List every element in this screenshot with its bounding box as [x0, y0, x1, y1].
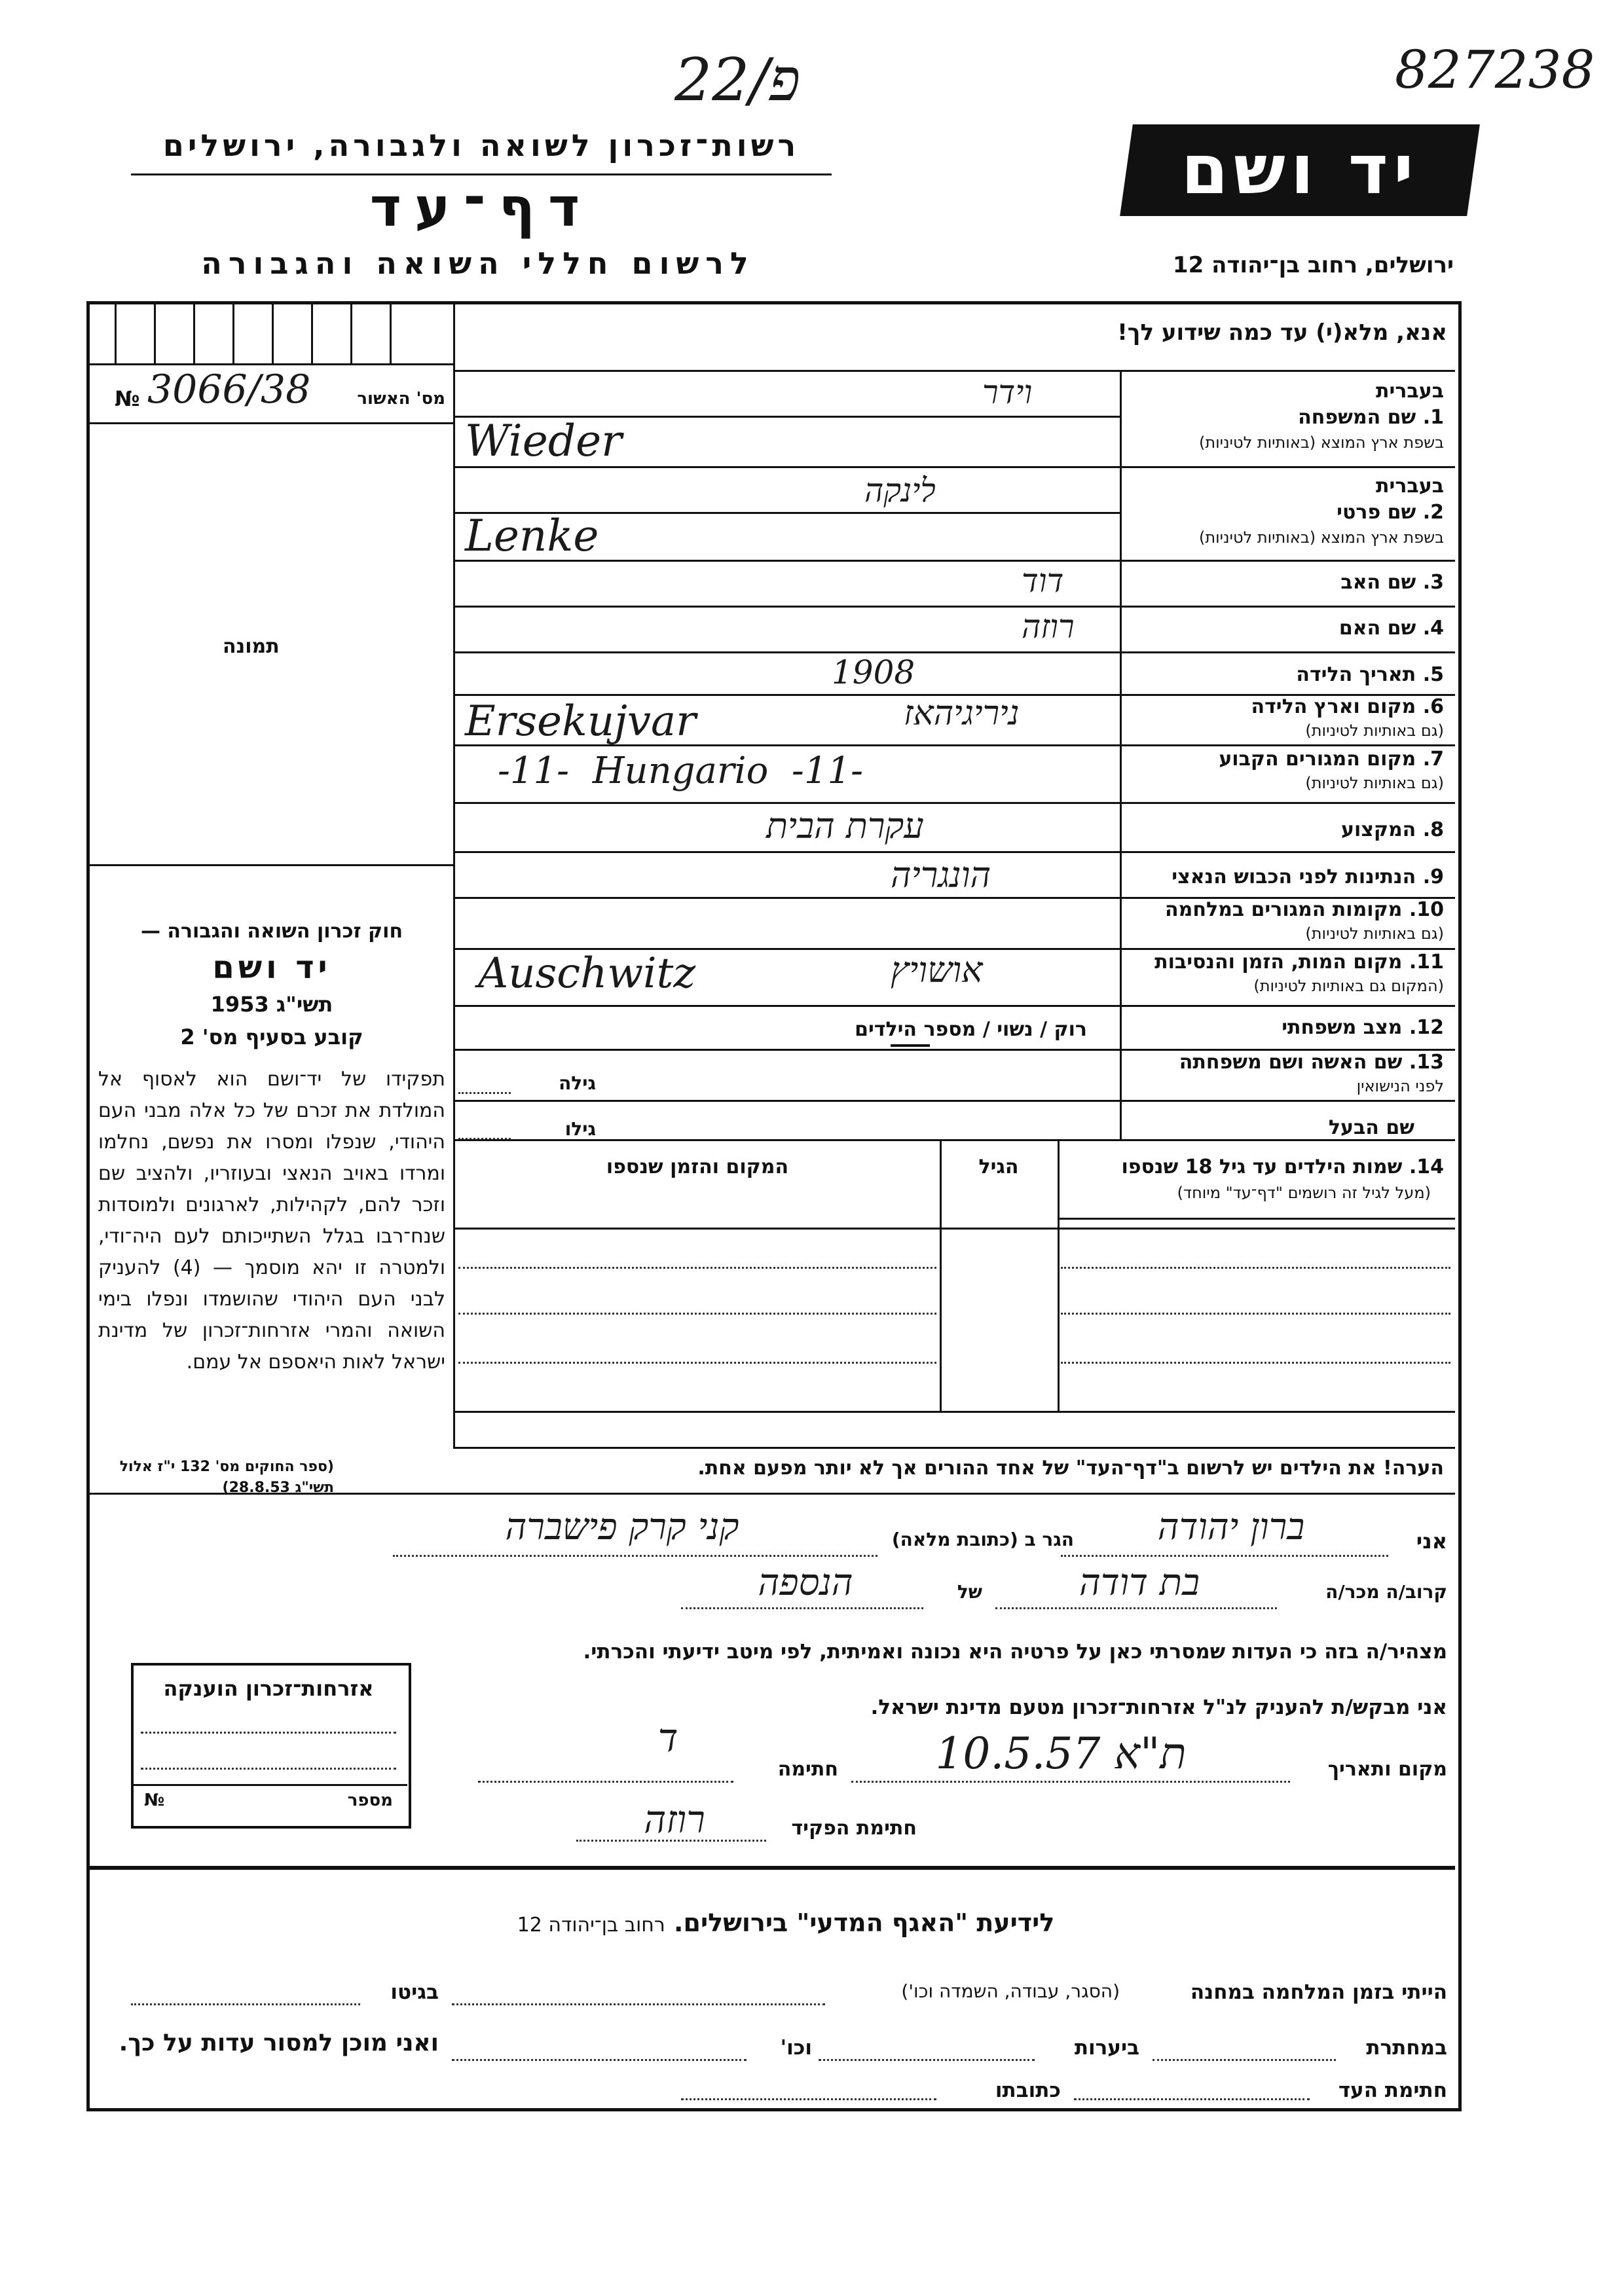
footer-line1-b: (הסגר, עבודה, השמדה וכו') [901, 1980, 1120, 2002]
field-2-label: 2. שם פרטי [1337, 501, 1444, 524]
field-11-sub: (המקום גם באותיות לטיניות) [1253, 977, 1444, 995]
field-1-tag: בעברית [1376, 380, 1444, 403]
field-11-value: אושויץ [891, 949, 983, 991]
children-col-name-sub: (מעל לגיל זה רושמים "דף־עד" מיוחד) [1177, 1184, 1431, 1202]
law-year: תשי"ג 1953 [210, 992, 333, 1017]
decl-official-sig-value: רוזה [644, 1797, 705, 1842]
decl-statement: מצהיר/ה בזה כי העדות שמסרתי כאן על פרטיה היא נכונה ואמיתית, לפי מיטב ידיעתי והכרתי. [583, 1640, 1447, 1664]
field-12-label: 12. מצב משפחתי [1282, 1016, 1444, 1039]
footer-heading-text: לידיעת "האגף המדעי" בירושלים. [674, 1908, 1055, 1937]
decl-of: של [957, 1581, 982, 1603]
footer-line2-d: ואני מוכן למסור עדות על כך. [119, 2030, 439, 2056]
approval-no-sign: № [115, 386, 140, 411]
logo-text: יד ושם [1181, 130, 1419, 210]
footer-line3-b: כתובתו [995, 2079, 1061, 2102]
field-1-sub: בשפת ארץ המוצא (באותיות לטיניות) [1199, 433, 1444, 452]
citizenship-title: אזרחות־זכרון הוענקה [163, 1676, 374, 1701]
footer-line2-b: ביערות [1074, 2036, 1139, 2060]
field-7-value: -11- Hungario -11- [498, 750, 864, 792]
law-citation: (ספר החוקים מס' 132 י"ז אלול תשי"ג 28.8.53) [119, 1459, 334, 1496]
authority-line: רשות־זכרון לשואה ולגבורה, ירושלים [162, 128, 800, 163]
footer-line2-a: במחתרת [1366, 2036, 1447, 2060]
law-name: יד ושם [212, 949, 331, 986]
field-3-label: 3. שם האב [1340, 571, 1444, 594]
decl-name: ברון יהודה [1157, 1506, 1305, 1548]
footer-heading [393, 1908, 1179, 1937]
decl-relation: בת דודה [1079, 1561, 1200, 1604]
field-7-label: 7. מקום המגורים הקבוע [1219, 748, 1444, 771]
decl-of-value: הנספה [758, 1561, 853, 1604]
footer-line1-c: בגיטו [390, 1980, 439, 2004]
citizenship-number-label: מספר [347, 1791, 393, 1810]
field-13-label: 13. שם האשה ושם משפחתה [1179, 1051, 1444, 1074]
note-text: הערה! את הילדים יש לרשום ב"דף־העד" של אחד ההורים אך לא יותר מפעם אחת. [697, 1457, 1444, 1480]
field-10-label: 10. מקומות המגורים במלחמה [1165, 898, 1444, 921]
photo-label: תמונה [223, 635, 280, 658]
field-1-label: 1. שם המשפחה [1298, 406, 1444, 429]
field-11-value-latin: Auschwitz [478, 949, 696, 998]
decl-place-date-value: ת"א 10.5.57 [935, 1728, 1187, 1779]
field-husband-age-label: גילו [564, 1118, 596, 1140]
field-12-value: רוק / נשוי / מספר הילדים [855, 1018, 1087, 1041]
footer-line3-a: חתימת העד [1338, 2079, 1447, 2102]
decl-relative: קרוב/ה מכר/ה [1325, 1581, 1447, 1603]
corner-number: 827238 [1395, 39, 1595, 100]
field-6-sub: (גם באותיות לטיניות) [1305, 721, 1444, 740]
form-title: דף־עד [369, 177, 593, 239]
field-6-value: ניריגיהאז [904, 694, 1020, 733]
footer-line2-c: וכו' [780, 2036, 812, 2060]
decl-request: אני מבקש/ת להעניק לנ"ל אזרחות־זכרון מטעם מדינת ישראל. [870, 1696, 1447, 1719]
field-5-label: 5. תאריך הלידה [1296, 663, 1444, 686]
field-8-label: 8. המקצוע [1340, 818, 1444, 841]
field-6-label: 6. מקום וארץ הלידה [1251, 695, 1444, 718]
footer-address: רחוב בן־יהודה 12 [517, 1914, 665, 1937]
citizenship-no-sign: № [144, 1791, 165, 1810]
field-9-value: הונגריה [891, 854, 991, 896]
decl-signature-label: חתימה [777, 1758, 838, 1781]
field-2-tag: בעברית [1376, 475, 1444, 498]
instructions: אנא, מלא(י) עד כמה שידוע לך! [1117, 319, 1447, 346]
field-10-sub: (גם באותיות לטיניות) [1305, 924, 1444, 943]
field-3-value: דוד [1022, 562, 1064, 600]
law-title: חוק זכרון השואה והגבורה — [140, 920, 403, 943]
field-13-age-label: גילה [559, 1072, 596, 1094]
field-2-value-latin: Lenke [465, 511, 599, 561]
field-11-label: 11. מקום המות, הזמן והנסיבות [1154, 951, 1444, 974]
field-5-value: 1908 [832, 653, 915, 691]
field-2-value: לינקה [864, 471, 936, 509]
field-1-value-latin: Wieder [465, 416, 622, 466]
field-6-value-latin: Ersekujvar [465, 697, 696, 746]
header-address: ירושלים, רחוב בן־יהודה 12 [1172, 252, 1454, 278]
children-col-place: המקום והזמן שנספו [606, 1156, 789, 1178]
field-husband-label: שם הבעל [1328, 1116, 1414, 1139]
decl-address: קני קרק פישברה [505, 1506, 739, 1548]
footer-line1-a: הייתי בזמן המלחמה במחנה [1190, 1980, 1447, 2004]
decl-ani: אני [1416, 1529, 1447, 1554]
field-1-value: וידר [982, 373, 1033, 411]
field-13-sub: לפני הנישואין [1356, 1077, 1444, 1095]
approval-number: 3066/38 [147, 367, 311, 412]
decl-place-date-label: מקום ותאריך [1327, 1758, 1447, 1781]
decl-official-sig-label: חתימת הפקיד [791, 1817, 917, 1840]
field-4-label: 4. שם האם [1338, 617, 1444, 640]
field-8-value: עקרת הבית [766, 805, 924, 847]
field-7-sub: (גם באותיות לטיניות) [1305, 774, 1444, 792]
top-handwritten-note: 22/פ [674, 46, 800, 115]
form-subtitle: לרשום חללי השואה והגבורה [201, 246, 755, 281]
approval-label: מס' האשור [357, 389, 445, 409]
field-2-sub: בשפת ארץ המוצא (באותיות לטיניות) [1199, 528, 1444, 547]
children-col-age: הגיל [978, 1156, 1019, 1178]
decl-signature-value: ד [657, 1715, 678, 1761]
children-col-name: 14. שמות הילדים עד גיל 18 שנספו [1121, 1156, 1444, 1178]
law-text: תפקידו של יד־ושם הוא לאסוף אל המולדת את זכרם של כל אלה מבני העם היהודי, שנפלו ומסרו את נפשם, נחלמו ומרדו באויב הנאצי ובעוזריו, ולהציב שם וזכר להם, לקהילות, לארגונים ולמוסדות שנח־רבו בגלל השתייכותם לעם היה־ודי, ולמטרה זו יהא מוסמך — (4) להעניק לבני העם היהודי שהושמדו ונפלו בימי השואה והמרי אזרחות־זכרון של מדינת ישראל לאות היאספם אל עמם. [98, 1068, 445, 1374]
law-clause: קובע בסעיף מס' 2 [180, 1025, 363, 1049]
field-12-marked [891, 1044, 930, 1047]
decl-lives-at: הגר ב (כתובת מלאה) [891, 1529, 1074, 1550]
field-9-label: 9. הנתינות לפני הכבוש הנאצי [1172, 866, 1444, 888]
field-4-value: רוזה [1022, 608, 1075, 646]
